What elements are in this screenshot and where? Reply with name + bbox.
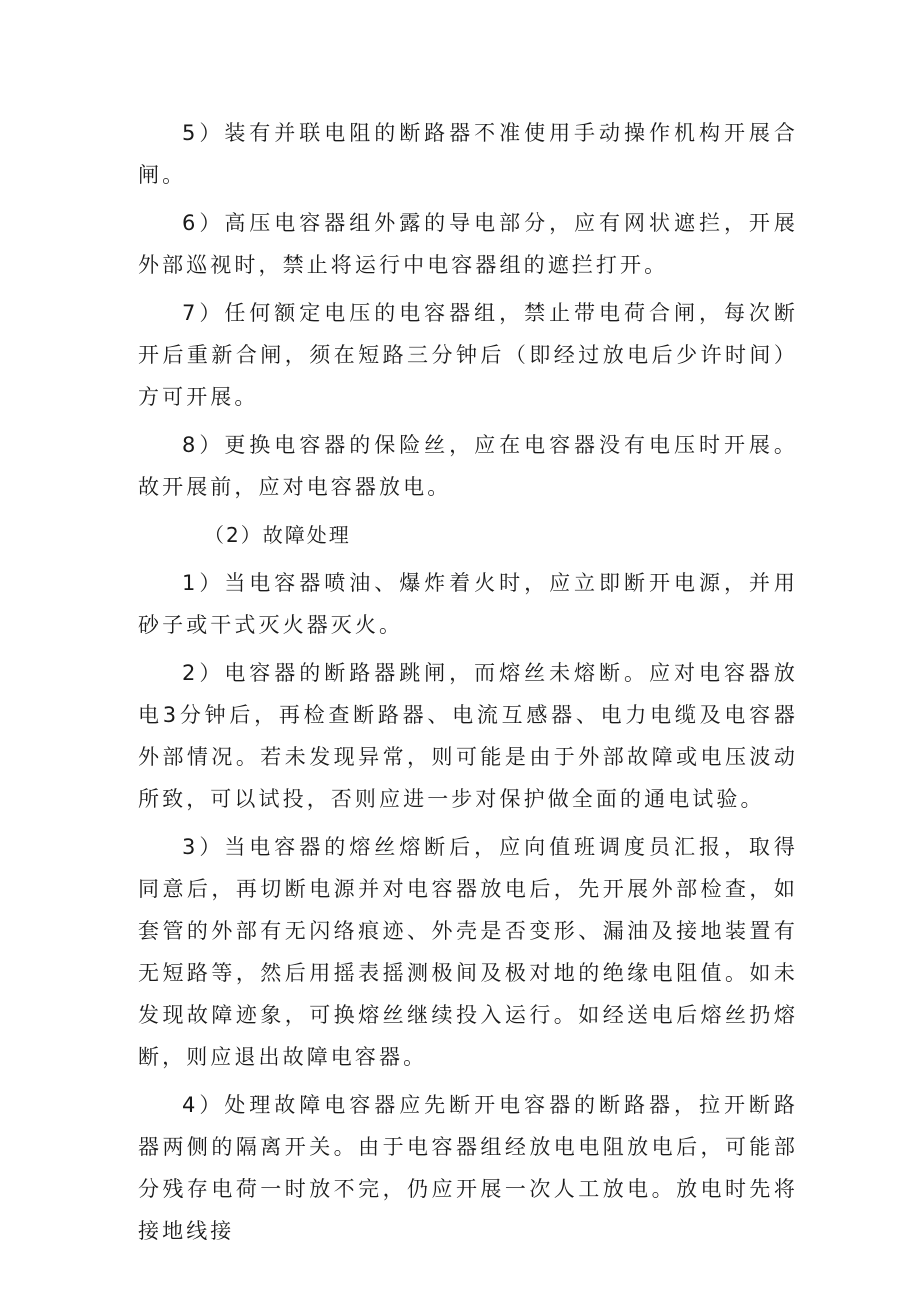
fault-paragraph-4: 4）处理故障电容器应先断开电容器的断路器，拉开断路器两侧的隔离开关。由于电容器组经放电电阻放电后，可能部分残存电荷一时放不完，仍应开展一次人工放电。放电时先将接地线接 — [138, 1093, 798, 1243]
fault-paragraph-2: 2）电容器的断路器跳闸，而熔丝未熔断。应对电容器放电3分钟后，再检查断路器、电流互感器、电力电缆及电容器外部情况。若未发现异常，则可能是由于外部故障或电压波动所致，可以试投，否则应进一步对保护做全面的通电试验。 — [138, 661, 798, 811]
document-page — [138, 112, 798, 1252]
fault-paragraph-1: 1）当电容器喷油、爆炸着火时，应立即断开电源，并用砂子或干式灭火器灭火。 — [138, 571, 798, 637]
section-heading: （2）故障处理 — [204, 523, 351, 547]
paragraph-item-6: 6）高压电容器组外露的导电部分，应有网状遮拦，开展外部巡视时，禁止将运行中电容器组的遮拦打开。 — [138, 211, 798, 277]
paragraph-item-7: 7）任何额定电压的电容器组，禁止带电荷合闸，每次断开后重新合闸，须在短路三分钟后（即经过放电后少许时间）方可开展。 — [138, 301, 798, 409]
paragraph-item-8: 8）更换电容器的保险丝，应在电容器没有电压时开展。故开展前，应对电容器放电。 — [138, 433, 798, 499]
fault-paragraph-3: 3）当电容器的熔丝熔断后，应向值班调度员汇报，取得同意后，再切断电源并对电容器放电后，先开展外部检查，如套管的外部有无闪络痕迹、外壳是否变形、漏油及接地装置有无短路等，然后用摇表摇测极间及极对地的绝缘电阻值。如未发现故障迹象，可换熔丝继续投入运行。如经送电后熔丝扔熔断，则应退出故障电容器。 — [138, 835, 798, 1069]
paragraph-item-5: 5）装有并联电阻的断路器不准使用手动操作机构开展合闸。 — [138, 121, 798, 187]
